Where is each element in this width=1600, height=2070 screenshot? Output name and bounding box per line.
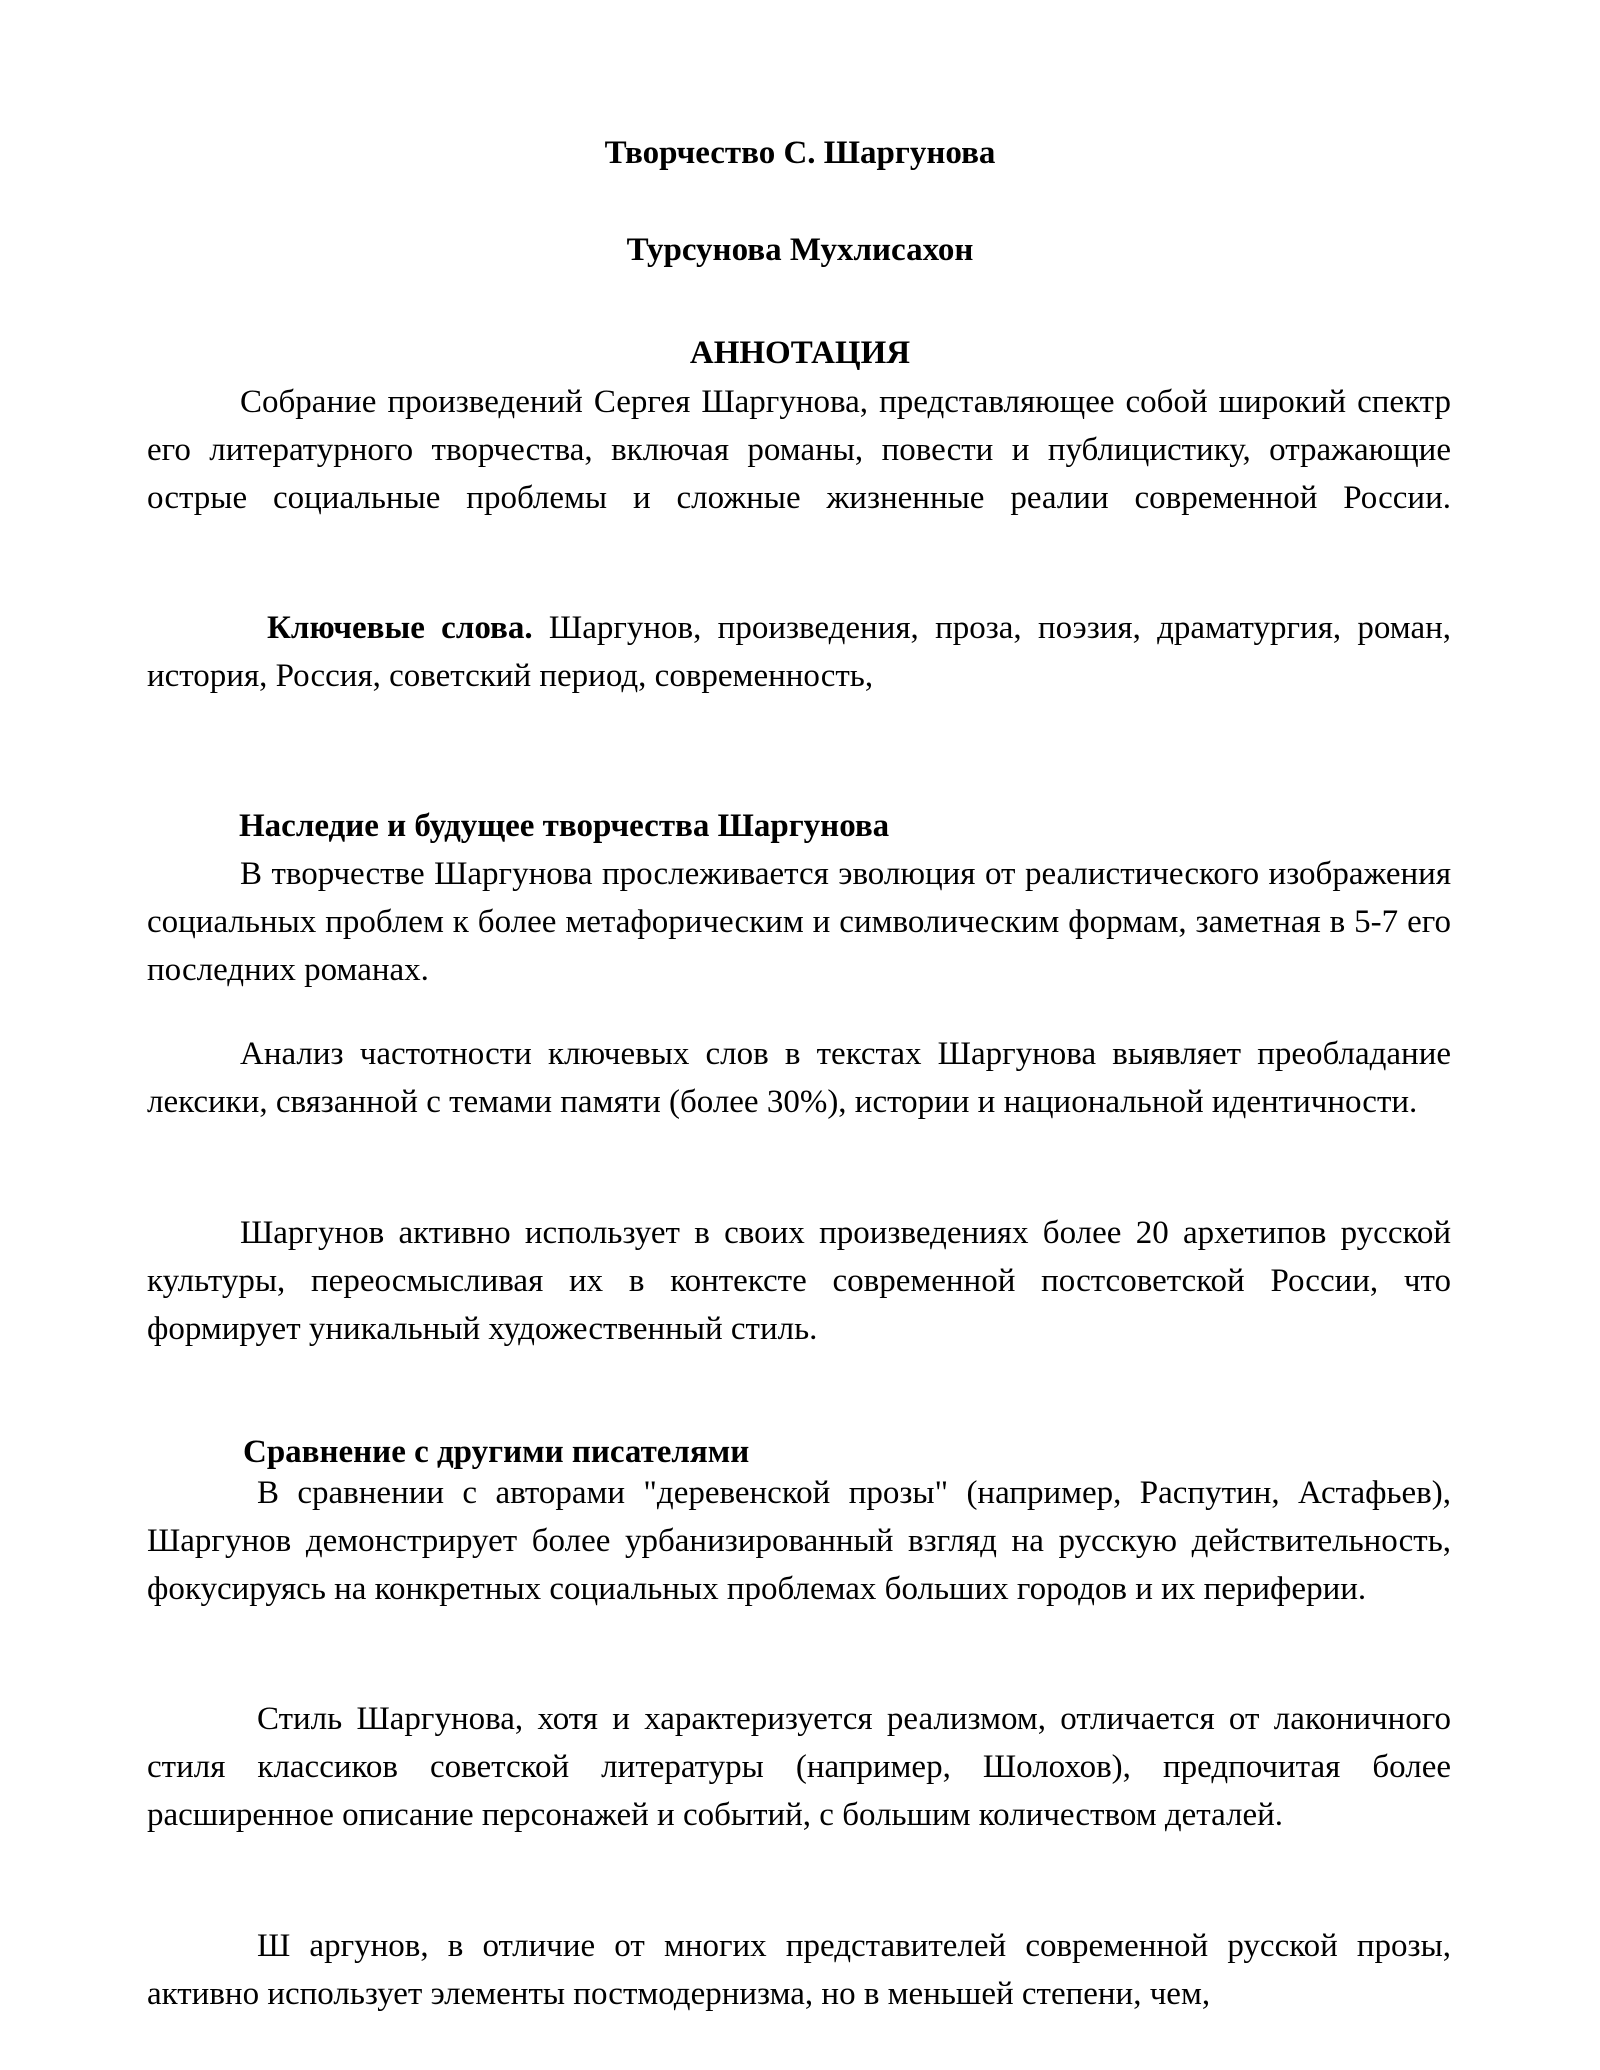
document-title: Творчество С. Шаргунова	[604, 135, 996, 171]
section-heading-comparison: Сравнение с другими писателями	[243, 1434, 750, 1470]
comparison-paragraph-3: Ш аргунов, в отличие от многих представителей современной русской прозы, активно использует элементы постмодернизма, но в меньшей степени, чем,	[147, 1928, 1451, 2012]
legacy-paragraph-2: Анализ частотности ключевых слов в текстах Шаргунова выявляет преобладание лексики, связанной с темами памяти (более 30%), истории и национальной идентичности.	[147, 1036, 1451, 1120]
annotation-paragraph: Собрание произведений Сергея Шаргунова, представляющее собой широкий спектр его литературного творчества, включая романы, повести и публицистику, отражающие острые социальные проблемы и сложные жизненные реалии современной России.	[147, 384, 1451, 516]
keywords-label: Ключевые слова.	[267, 610, 533, 646]
keywords-paragraph	[147, 604, 1451, 700]
comparison-paragraph-2: Стиль Шаргунова, хотя и характеризуется реализмом, отличается от лаконичного стиля классиков советской литературы (например, Шолохов), предпочитая более расширенное описание персонажей и событий, с большим количеством деталей.	[147, 1701, 1451, 1833]
legacy-paragraph-1: В творчестве Шаргунова прослеживается эволюция от реалистического изображения социальных проблем к более метафорическим и символическим формам, заметная в 5-7 его последних романах.	[147, 856, 1451, 988]
section-heading-legacy: Наследие и будущее творчества Шаргунова	[239, 808, 890, 844]
annotation-heading: АННОТАЦИЯ	[689, 335, 911, 371]
keywords-text: Шаргунов, произведения, проза, поэзия, драматургия, роман, история, Россия, советский период, современность,	[147, 610, 1451, 694]
comparison-paragraph-1: В сравнении с авторами "деревенской прозы" (например, Распутин, Астафьев), Шаргунов демонстрирует более урбанизированный взгляд на русскую действительность, фокусируясь на конкретных социальных проблемах больших городов и их периферии.	[147, 1475, 1451, 1607]
legacy-paragraph-3: Шаргунов активно использует в своих произведениях более 20 архетипов русской культуры, переосмысливая их в контексте современной постсоветской России, что формирует уникальный художественный стиль.	[147, 1215, 1451, 1347]
author-name: Турсунова Мухлисахон	[626, 232, 974, 268]
